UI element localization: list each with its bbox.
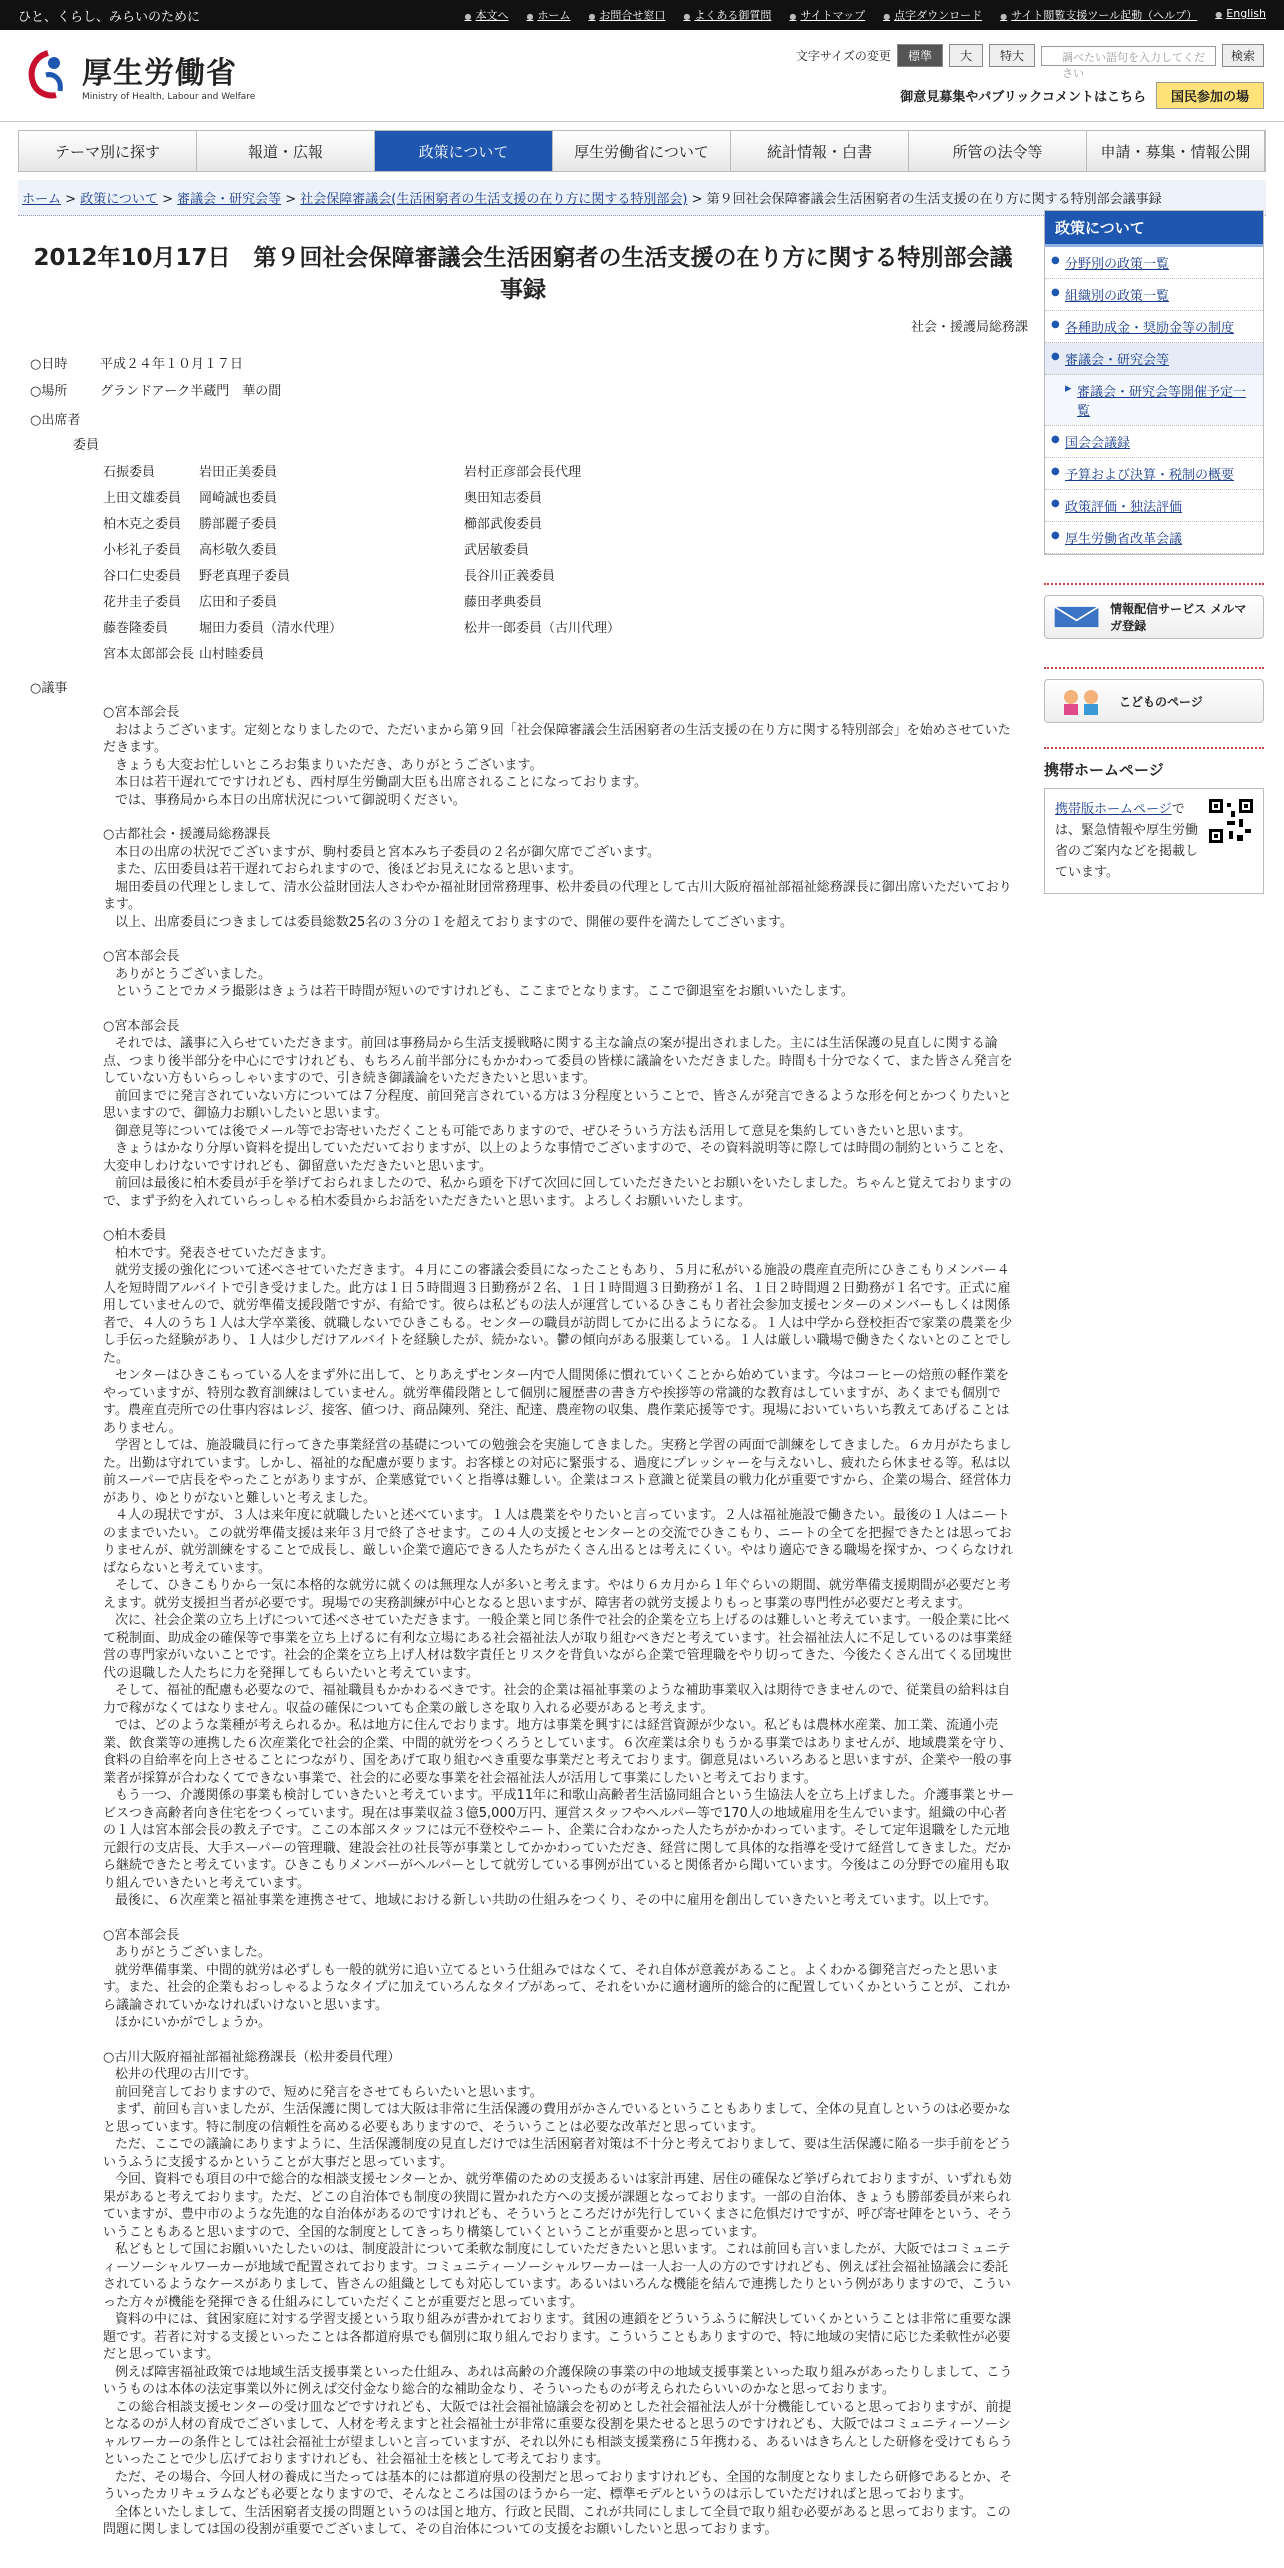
attendee-name: 奥田知志委員: [464, 490, 543, 506]
mail-banner-box: [1044, 583, 1264, 639]
pubcom-area: [900, 82, 1264, 109]
mobile-box: [1044, 788, 1264, 894]
mobile-heading: 携帯ホームページ: [1044, 747, 1264, 780]
speaker-name: ○ 宮本部会長: [103, 704, 1016, 722]
utility-links: [464, 7, 1266, 23]
attendee-name: 小杉礼子委員: [103, 542, 182, 558]
speech-paragraph: センターはひきこもっている人をまず外に出して、とりあえずセンター内で人間関係に慣れていくことから始めています。今はコーヒーの焙煎の軽作業をやっていますが、特別な教育訓練はしていません。就労準備段階として個別に履歴書の書き方や挨拶等の常識的な教育はしていますが、あくまでも個別です。農産直売所での仕事内容はレジ、接客、値つけ、商品陳列、発注、配達、農産物の収集、農作業応援等です。現場においていちいち教えてあげることはありません。: [103, 1368, 1010, 1436]
attendees-sub: 委員: [73, 438, 100, 453]
search-input[interactable]: 調べたい語句を入力してください: [1041, 46, 1216, 66]
speech-paragraph: 例えば障害福祉政策では地域生活支援事業といった仕組み、あれは高齢の介護保険の事業の中の地域支援事業といった取り組みがあったりしまして、こういうものは本体の法定事業以外に例えば交付金なり総合的な補助金なり、そういったものが考えられたらいいのかなと思っております。: [103, 2364, 1013, 2397]
side-item-grants[interactable]: ● 各種助成金・奨励金等の制度: [1045, 311, 1263, 343]
speech-paragraph: それでは、議事に入らせていただきます。前回は事務局から生活支援戦略に関する主な論点の案が提出されました。主には生活保護の見直しに関する論点、つまり後半部分を中心にですけれども、もちろん前半部分にもかかわって委員の皆様に議論をいただきました。時間も十分でなくて、また皆さん発言をしていない方もいらっしゃいますので、引き続き御議論をいただきたいと思います。: [103, 1036, 1013, 1086]
date-value: 平成２４年１０月１７日: [100, 357, 244, 372]
attendee-name: 石振委員: [103, 464, 156, 480]
attendees-label: ○ 出席者: [30, 409, 1028, 428]
speech-paragraph: ４人の現状ですが、３人は来年度に就職したいと述べています。１人は農業をやりたいと言っています。２人は福祉施設で働きたい。最後の１人はニートのままでいたい。この就労準備支援は来年３月で終了させます。この４人の支援とセンターとの交流でひきこもり、ニートの全てを把握できたとは思っておりませんが、就労訓練をすることで成長し、厳しい企業で適応できる人たちがたくさん出るとは考えにくい。やはり適応できる職場を探すか、つくらなければならないと考えています。: [103, 1508, 1014, 1576]
attendee-name: 櫛部武俊委員: [464, 516, 543, 532]
attendees-table: [103, 457, 734, 665]
global-nav: [18, 130, 1266, 172]
attendee-name: 武居敏委員: [464, 542, 530, 558]
attendee-name: 高杉敬久委員: [199, 542, 278, 558]
date-row: [30, 353, 1028, 372]
speaker-name: ○ 宮本部会長: [103, 1018, 1016, 1036]
font-size-xlarge-button[interactable]: 特大: [989, 44, 1035, 67]
speech-paragraph: 柏木です。発表させていただきます。: [115, 1245, 334, 1261]
attendee-row: [103, 483, 734, 509]
attendee-name: 野老真理子委員: [199, 568, 291, 584]
speech-block: [103, 948, 1016, 1001]
header: [0, 30, 1284, 122]
speech-paragraph: この総合相談支援センターの受け皿などですけれども、大阪では社会福祉協議会を初めとした社会福祉法人が十分機能していると思っておりますが、前提となるのが人材の育成でございまして、人材を考えますと社会福祉士が非常に重要な役割を果たせると思うのですけれども、大阪ではコミュニティーソーシャルワーカーの条件としては社会福祉士が望ましいと言っていますが、それ以外にも相談支援業務に５年携わる、あるいはきちんとした研修を受けてもらうといったことで少し広げておりますけれども、社会福祉士を核として考えております。: [103, 2399, 1013, 2467]
nav-statistics[interactable]: 統計情報・白書: [731, 131, 909, 171]
top-bar: [0, 0, 1284, 30]
link-english[interactable]: ● English: [1215, 7, 1266, 23]
breadcrumb-councils[interactable]: 審議会・研究会等: [177, 192, 282, 207]
speech-paragraph: 今回、資料でも項目の中で総合的な相談支援センターとか、就労準備のための支援あるいは家計再建、居住の確保など挙げられておりますが、いずれも効果があると考えております。ただ、どこの自治体でも制度の狭間に置かれた方への支援が課題となっております。一部の自治体、きょうも勝部委員が来られていますが、豊中市のような先進的な自治体があるのですけれども、そういうところだけが先行していくまさに危惧だけですが、呼び寄せ陣をという、そういうこともあると思いますので、全国的な制度としてきっちり構築していくということが重要かと思っています。: [103, 2172, 1014, 2240]
side-item-reform[interactable]: ● 厚生労働省改革会議: [1045, 522, 1263, 554]
sidebar: [1044, 210, 1264, 894]
nav-press[interactable]: 報道・広報: [197, 131, 375, 171]
attendee-name: 広田和子委員: [199, 594, 278, 610]
attendee-name: 岡崎誠也委員: [199, 490, 278, 506]
side-item-diet[interactable]: ● 国会会議録: [1045, 426, 1263, 458]
attendee-name: [464, 639, 734, 665]
speech-block: [103, 2049, 1016, 2539]
department: 社会・援護局総務課: [910, 320, 1028, 335]
nav-laws[interactable]: 所管の法令等: [909, 131, 1087, 171]
nav-theme[interactable]: テーマ別に探す: [19, 131, 197, 171]
attendee-row: [103, 561, 734, 587]
speech-paragraph: 私どもとして国にお願いいたしたいのは、制度設計について柔軟な制度にしていただきたいと思います。これは前回も言いましたが、大阪ではコミュニティーソーシャルワーカーが地域で配置されております。コミュニティーソーシャルワーカーは一人お一人の方のですけれども、例えば社会福祉協議会に委託されているようなケースがありまして、皆さんの組織としても対応しています。あるいはいろんな機能を結んで連携したりという例がありますので、こういった方々が機能を発揮できる仕組みにしていただくことが重要だと思っています。: [103, 2242, 1011, 2310]
logo-text: 厚生労働省: [82, 56, 237, 91]
speech-paragraph: 前回までに発言されていない方については７分程度、前回発言されている方は３分程度ということで、皆さんが発言できるような形を何とかつくりたいと思いますので、御協力お願いしたいと思います。: [103, 1088, 1012, 1121]
nav-application[interactable]: 申請・募集・情報公開: [1087, 131, 1265, 171]
main-content: [18, 210, 1028, 2556]
speech-paragraph: きょうも大変お忙しいところお集まりいただき、ありがとうございます。: [115, 757, 543, 773]
side-menu-heading: 政策について: [1045, 211, 1263, 247]
agenda-label: ○ 議事: [30, 677, 1028, 696]
link-sitemap[interactable]: ● サイトマップ: [789, 7, 865, 23]
speech-block: [103, 1227, 1016, 1910]
attendee-name: 岩田正美委員: [199, 464, 278, 480]
kokumin-button[interactable]: 国民参加の場: [1156, 82, 1264, 109]
attendee-name: 花井圭子委員: [103, 594, 182, 610]
link-home[interactable]: ● ホーム: [526, 7, 570, 23]
side-menu: [1044, 210, 1264, 555]
kids-banner[interactable]: [1044, 679, 1264, 723]
attendee-name: 勝部麗子委員: [199, 516, 278, 532]
site-logo[interactable]: [24, 48, 255, 102]
breadcrumb-special-committee[interactable]: 社会保障審議会(生活困窮者の生活支援の在り方に関する特別部会): [300, 192, 688, 207]
speech-paragraph: 資料の中には、貧困家庭に対する学習支援という取り組みが書かれております。貧困の連鎖をどういうふうに解決していくかということは非常に重要な課題です。若者に対する支援といったことは各都道府県でも個別に取り組んでおります。こういうこともありますので、特に地域の実情に応じた柔軟性が必要だと思っています。: [103, 2312, 1011, 2362]
font-size-controls: [795, 44, 1264, 80]
attendee-name: 柏木克之委員: [103, 516, 182, 532]
link-braille[interactable]: ● 点字ダウンロード: [883, 7, 982, 23]
nav-about[interactable]: 厚生労働省について: [553, 131, 731, 171]
speech-paragraph: おはようございます。定刻となりましたので、ただいまから第９回「社会保障審議会生活困窮者の生活支援の在り方に関する特別部会」を始めさせていただきます。: [103, 722, 1011, 755]
speech-paragraph: まず、前回も言いましたが、生活保護に関しては大阪は非常に生活保護の費用がかさんでいるということもありまして、全体の見直しというのは必要かなと思っています。特に制度の信頼性を高める必要もありますので、そういうことは必要な改革だと思っています。: [103, 2102, 1011, 2135]
speech-paragraph: ただ、ここでの議論にありますように、生活保護制度の見直しだけでは生活困窮者対策は不十分と考えておりまして、要は生活保護に陥る一歩手前をどういうふうに支援するかということが大事だと思っています。: [103, 2137, 1012, 2170]
tagline: ひと、くらし、みらいのために: [18, 9, 201, 25]
link-faq[interactable]: ● よくある御質問: [683, 7, 771, 23]
pubcom-link[interactable]: 御意見募集やパブリックコメントはこちら: [900, 90, 1146, 105]
mobile-link[interactable]: 携帯版ホームページ: [1055, 802, 1172, 817]
attendee-row: [103, 587, 734, 613]
speech-paragraph: 以上、出席委員につきましては委員総数25名の３分の１を超えておりますので、開催の要件を満たしてございます。: [115, 914, 793, 930]
link-accessibility[interactable]: ● サイト閲覧支援ツール起動（ヘルプ）: [1000, 7, 1197, 23]
link-skip[interactable]: ● 本文へ: [464, 7, 508, 23]
kids-icon: [1053, 685, 1109, 717]
speaker-name: ○ 柏木委員: [103, 1227, 1016, 1245]
speech-paragraph: 就労支援の強化について述べさせていただきます。４月にこの審議会委員になったこともあり、５月に私がいる施設の農産直売所にひきこもりメンバー４人を短時間アルバイトで引き受けました。此方は１日５時間週３日勤務が２名、１日１時間週３日勤務が１名、１日２時間週２日勤務が１名です。正式に雇用していませんので、就労準備支援段階ですが、有給です。彼らは私どもの法人が運営しているひきこもり者社会参加支援センターのメンバーもしくは関係者で、４人のうち１人は大学卒業後、就職しないでひきこもる。センターの職員が訪問してかに出るようになる。１人は中学から登校拒否で家業の農業を少し手伝った経験があり、１人は少しだけアルバイトを経験したが、続かない。鬱の傾向がある服薬している。１人は厳しい職場で働きたくないとのことでした。: [103, 1263, 1013, 1366]
mobile-text: では、緊急情報や厚生労働省のご案内などを掲載しています。: [1055, 802, 1199, 880]
side-item-organization[interactable]: ● 組織別の政策一覧: [1045, 279, 1263, 311]
speech-paragraph: では、どのような業種が考えられるか。私は地方に住んでおります。地方は事業を興すには経営資源が少ない。私どもは農林水産業、加工業、流通小売業、飲食業等の連携した６次産業化で社会的企業、中間的就労をつくろうとしています。６次産業は余りもうかる事業ではありませんが、地域農業を守り、食料の自給率を向上させることにつながり、国をあげて取り組むべき重要な事業だと考えております。御意見はいろいろあると思いますが、企業や一般の事業者が採算が合わなくてできない事業で、社会的に必要な事業を社会福祉法人が活用して事業にしたいと考えております。: [103, 1718, 1012, 1786]
attendee-name: 堀田力委員（清水代理）: [199, 620, 343, 636]
attendee-row: [103, 639, 734, 665]
side-item-evaluation[interactable]: ● 政策評価・独法評価: [1045, 490, 1263, 522]
speech-block: [103, 1927, 1016, 2032]
attendee-row: [103, 613, 734, 639]
attendee-name: 宮本太郎部会長: [103, 646, 195, 662]
mailmag-text: 情報配信サービス メルマガ登録: [1110, 602, 1247, 633]
font-size-label: 文字サイズの変更: [795, 49, 891, 63]
attendee-row: [103, 457, 734, 483]
speech-paragraph: 全体といたしまして、生活困窮者支援の問題というのは国と地方、行政と民間、これが共同にしまして全員で取り組む必要があると思っております。この問題に関しましては国の役割が重要でございまして、その自治体についての支援をお願いしたいと思っております。: [103, 2504, 1011, 2537]
breadcrumb-current: 第９回社会保障審議会生活困窮者の生活支援の在り方に関する特別部会議事録: [706, 192, 1162, 207]
place-value: グランドアーク半蔵門 華の間: [100, 384, 282, 399]
speech-paragraph: そして、福祉的配慮も必要なので、福祉職員もかかわるべきです。社会的企業は福祉事業のような補助事業収入は期待できませんので、従業員の給料は自力で稼がなくてはなりません。収益の確保についても企業の厳しさを取り入れる必要があると考えます。: [103, 1683, 1011, 1716]
speech-paragraph: 学習としては、施設職員に行ってきた事業経営の基礎についての勉強会を実施してきました。実務と学習の両面で訓練をしてきました。６カ月がたちました。出勤は守れています。しかし、福祉的な配慮が要ります。お客様との対応に緊張する、過度にプレッシャーを与えないし、疲れたら休ませる等。私は以前スーパーで店長をやったことがありますが、企業感覚でいくと指導は難しい。企業はコスト意識と従業員の戦力化が重要ですから、企業の場合、経営体力があり、ゆとりがないと難しいと考えました。: [103, 1438, 1012, 1506]
font-size-standard-button[interactable]: 標準: [897, 44, 943, 67]
speech-block: [103, 1018, 1016, 1211]
attendee-name: 上田文雄委員: [103, 490, 182, 506]
speech-paragraph: ということでカメラ撮影はきょうは若干時間が短いのですけれども、ここまでとなります。ここで御退室をお願いいたします。: [115, 984, 854, 999]
side-subitem-schedule[interactable]: ▸ 審議会・研究会等開催予定一覧: [1045, 375, 1263, 426]
speech-paragraph: 前回発言しておりますので、短めに発言をさせてもらいたいと思います。: [115, 2084, 543, 2100]
speech-block: [103, 826, 1016, 931]
speech-paragraph: 最後に、６次産業と福祉事業を連携させて、地域における新しい共助の仕組みをつくり、その中に雇用を創出していきたいと考えています。以上です。: [115, 1893, 997, 1908]
ministry-logo-icon: [24, 49, 72, 101]
speech-block: [103, 704, 1016, 809]
kids-banner-box: [1044, 667, 1264, 723]
speech-paragraph: もう一つ、介護関係の事業も検討していきたいと考えています。平成11年に和歌山高齢者生活協同組合という生協法人を立ち上げました。介護事業とサービスつき高齢者向き住宅をつくっています。現在は事業収益３億5,000万円、運営スタッフやヘルパー等で170人の地域雇用を生んでいます。組織の中心者の１人は宮本部会長の教え子です。ここの本部スタッフには元不登校やニート、企業に合わなかった人たちがかかわっています。そして定年退職をした元地元銀行の支店長、大手スーパーの管理職、建設会社の社長等が事業としてかかわっていただき、経営に関して具体的な指導を受けて経営してきました。だから継続できたと考えています。ひきこもりメンバーがヘルパーとして就労している事例が出ていると関係者から聞いています。今後はこの分野での雇用も取り組んでいきたいと考えています。: [103, 1788, 1014, 1891]
speaker-name: ○ 宮本部会長: [103, 948, 1016, 966]
qr-code-icon: [1209, 799, 1253, 843]
kids-text: こどものページ: [1119, 694, 1203, 709]
speech-paragraph: 御意見等については後でメール等でお寄せいただくことも可能でありますので、ぜひそういう方法も活用して意見を集約していきたいと思います。: [115, 1123, 972, 1139]
breadcrumb: ホーム > 政策について > 審議会・研究会等 > 社会保障審議会(生活困窮者の生活支援の在り方に関する特別部会) > 第９回社会保障審議会生活困窮者の生活支援の在り方に関する特別部会議事録: [18, 180, 1266, 216]
speaker-name: ○ 古川大阪府福祉部福祉総務課長（松井委員代理）: [103, 2049, 1016, 2067]
date-label: ○ 日時: [30, 353, 100, 372]
speech-paragraph: ありがとうございました。: [115, 1945, 272, 1960]
speaker-name: ○ 宮本部会長: [103, 1927, 1016, 1945]
speech-paragraph: では、事務局から本日の出席状況について御説明ください。: [115, 792, 466, 808]
side-item-budget[interactable]: ● 予算および決算・税制の概要: [1045, 458, 1263, 490]
speech-paragraph: そして、ひきこもりから一気に本格的な就労に就くのは無理な人が多いと考えます。やはり６カ月から１年ぐらいの期間、就労準備支援期間が必要だと考えます。就労支援担当者が必要です。現場での実務訓練が中心となると思いますが、障害者の就労支援よりもっと事業の専門性が必要だと考えます。: [103, 1578, 1011, 1611]
nav-policy[interactable]: 政策について: [375, 131, 553, 171]
side-item-councils[interactable]: ● 審議会・研究会等: [1045, 343, 1263, 375]
speech-paragraph: また、広田委員は若干遅れておられますので、後ほどお見えになると思います。: [115, 862, 582, 877]
speech-paragraph: ただ、その場合、今回人材の養成に当たっては基本的には都道府県の役割だと思っておりますけれども、全国的な制度となりましたら研修であるとか、そういったカリキュラムなども必要となりますので、そんなところは国のほうから一定、標準モデルというのは示していただければと思っております。: [103, 2469, 1013, 2502]
attendee-row: [103, 509, 734, 535]
envelope-icon: [1053, 601, 1100, 633]
attendee-name: 岩村正彦部会長代理: [464, 464, 582, 480]
font-size-large-button[interactable]: 大: [949, 44, 983, 67]
attendee-name: 谷口仁史委員: [103, 568, 182, 584]
minutes-body: [103, 704, 1016, 2539]
speech-paragraph: 前回は最後に柏木委員が手を挙げておられましたので、私から頭を下げて次回に回していただきたいとお願いをいたしました。ちゃんと覚えておりますので、まず予約を入れていらっしゃる柏木委員からお話をいただきたいと思います。よろしくお願いいたします。: [103, 1176, 1012, 1209]
breadcrumb-policy[interactable]: 政策について: [80, 192, 158, 207]
place-row: [30, 380, 1028, 399]
logo-subtext: Ministry of Health, Labour and Welfare: [82, 92, 256, 102]
place-label: ○ 場所: [30, 380, 100, 399]
speech-paragraph: 本日は若干遅れてですけれども、西村厚生労働副大臣も出席されることになっております。: [115, 775, 647, 790]
speaker-name: ○ 古都社会・援護局総務課長: [103, 826, 1016, 844]
mailmag-banner[interactable]: [1044, 595, 1264, 639]
attendee-name: 山村睦委員: [199, 646, 265, 662]
speech-paragraph: 次に、社会企業の立ち上げについて述べさせていただきます。一般企業と同じ条件で社会的企業を立ち上げるのは難しいと考えています。一般企業に比べて税制面、助成金の確保等で事業を立ち上げるに有利な立場にある社会福祉法人が取り組むべきだと考えています。社会福祉法人に不足しているのは事業経営の専門家がいないことです。社会的企業を立ち上げ人材は数字責任とリスクを背負いながら企業で管理職をやり切ってきた、今後たくさん出てくる団塊世代の退職した人たちに力を発揮してもらいたいと考えています。: [103, 1613, 1012, 1681]
speech-paragraph: 就労準備事業、中間的就労は必ずしも一般的就労に追い立てるという仕組みではなくて、それ自体が意義があること。よくわかる御発言だったと思います。また、社会的企業もおっしゃるようなタイプに加えていろんなタイプがあって、それをいかに適材適所的総合的に配置していくかということが、これから議論されていかなければいけないと思います。: [103, 1962, 1011, 2013]
speech-paragraph: 堀田委員の代理としまして、清水公益財団法人さわやか福祉財団常務理事、松井委員の代理として古川大阪府福祉部福祉総務課長に御出席いただいております。: [103, 879, 1012, 912]
speech-paragraph: ありがとうございました。: [115, 966, 272, 982]
attendee-name: 長谷川正義委員: [464, 568, 556, 584]
attendee-row: [103, 535, 734, 561]
speech-paragraph: ほかにいかがでしょうか。: [115, 2015, 272, 2030]
attendees-section: [73, 434, 1028, 665]
side-item-field[interactable]: ● 分野別の政策一覧: [1045, 247, 1263, 279]
search-button[interactable]: 検索: [1222, 44, 1264, 67]
speech-paragraph: 松井の代理の古川です。: [115, 2067, 257, 2082]
attendee-name: 藤田孝典委員: [464, 594, 543, 610]
page-title: 2012年10月17日 第９回社会保障審議会生活困窮者の生活支援の在り方に関する特別部会議事録: [33, 245, 1013, 303]
attendee-name: 藤巻隆委員: [103, 620, 169, 636]
attendee-name: 松井一郎委員（古川代理）: [464, 620, 621, 636]
link-contact[interactable]: ● お問合せ窓口: [588, 7, 665, 23]
speech-paragraph: きょうはかなり分厚い資料を提出していただいておりますが、以上のような事情でございますので、その資料説明等に際しては時間の制約ということを、大変申しわけないですけれども、御留意いただきたいと思います。: [103, 1141, 1012, 1174]
speech-paragraph: 本日の出席の状況でございますが、駒村委員と宮本みち子委員の２名が御欠席でございます。: [115, 844, 660, 860]
breadcrumb-home[interactable]: ホーム: [22, 192, 62, 207]
